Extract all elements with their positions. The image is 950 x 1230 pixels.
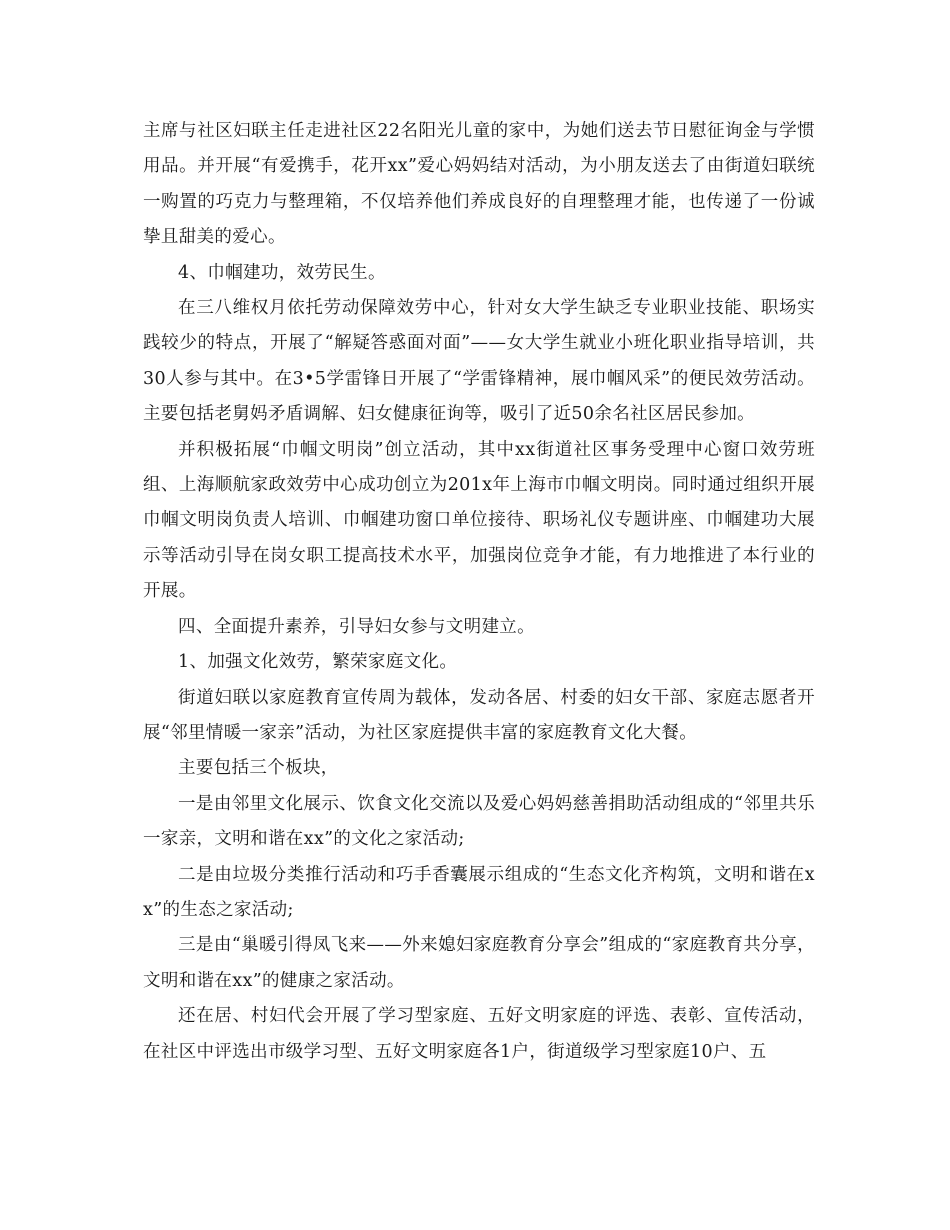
paragraph-3: 在三八维权月依托劳动保障效劳中心，针对女大学生缺乏专业职业技能、职场实践较少的特点，开展了“解疑答惑面对面”——女大学生就业小班化职业指导培训，共30人参与其中。在3•5学雷锋日开展了“学雷锋精神，展巾帼风采”的便民效劳活动。主要包括老舅妈矛盾调解、妇女健康征询等，吸引了近50余名社区居民参加。	[143, 298, 815, 425]
section-heading-4: 四、全面提升素养，引导妇女参与文明建立。	[178, 616, 535, 637]
paragraph-2-heading: 4、巾帼建功，效劳民生。	[178, 262, 386, 283]
paragraph-12: 还在居、村妇代会开展了学习型家庭、五好文明家庭的评选、表彰、宣传活动，在社区中评选出市级学习型、五好文明家庭各1户，街道级学习型家庭10户、五	[143, 1006, 815, 1062]
paragraph-1: 主席与社区妇联主任走进社区22名阳光儿童的家中，为她们送去节日慰征询金与学惯用品。并开展“有爱携手，花开xx”爱心妈妈结对活动，为小朋友送去了由街道妇联统一购置的巧克力与整理箱，不仅培养他们养成良好的自理整理才能，也传递了一份诚挚且甜美的爱心。	[143, 121, 815, 248]
paragraph-9: 一是由邻里文化展示、饮食文化交流以及爱心妈妈慈善捐助活动组成的“邻里共乐一家亲，文明和谐在xx”的文化之家活动;	[143, 793, 815, 850]
paragraph-4: 并积极拓展“巾帼文明岗”创立活动，其中xx街道社区事务受理中心窗口效劳班组、上海顺航家政效劳中心成功创立为201x年上海市巾帼文明岗。同时通过组织开展巾帼文明岗负责人培训、巾帼建功窗口单位接待、职场礼仪专题讲座、巾帼建功大展示等活动引导在岗女职工提高技术水平，加强岗位竞争才能，有力地推进了本行业的开展。	[143, 439, 815, 602]
paragraph-11: 三是由“巢暖引得凤飞来——外来媳妇家庭教育分享会”组成的“家庭教育共分享，文明和谐在xx”的健康之家活动。	[143, 935, 815, 991]
subsection-heading-1: 1、加强文化效劳，繁荣家庭文化。	[178, 652, 458, 673]
document-body	[143, 114, 815, 1070]
paragraph-8: 主要包括三个板块，	[178, 758, 339, 779]
paragraph-7: 街道妇联以家庭教育宣传周为载体，发动各居、村委的妇女干部、家庭志愿者开展“邻里情暖一家亲”活动，为社区家庭提供丰富的家庭教育文化大餐。	[143, 687, 815, 743]
paragraph-10: 二是由垃圾分类推行活动和巧手香囊展示组成的“生态文化齐构筑，文明和谐在xx”的生态之家活动;	[143, 864, 815, 920]
